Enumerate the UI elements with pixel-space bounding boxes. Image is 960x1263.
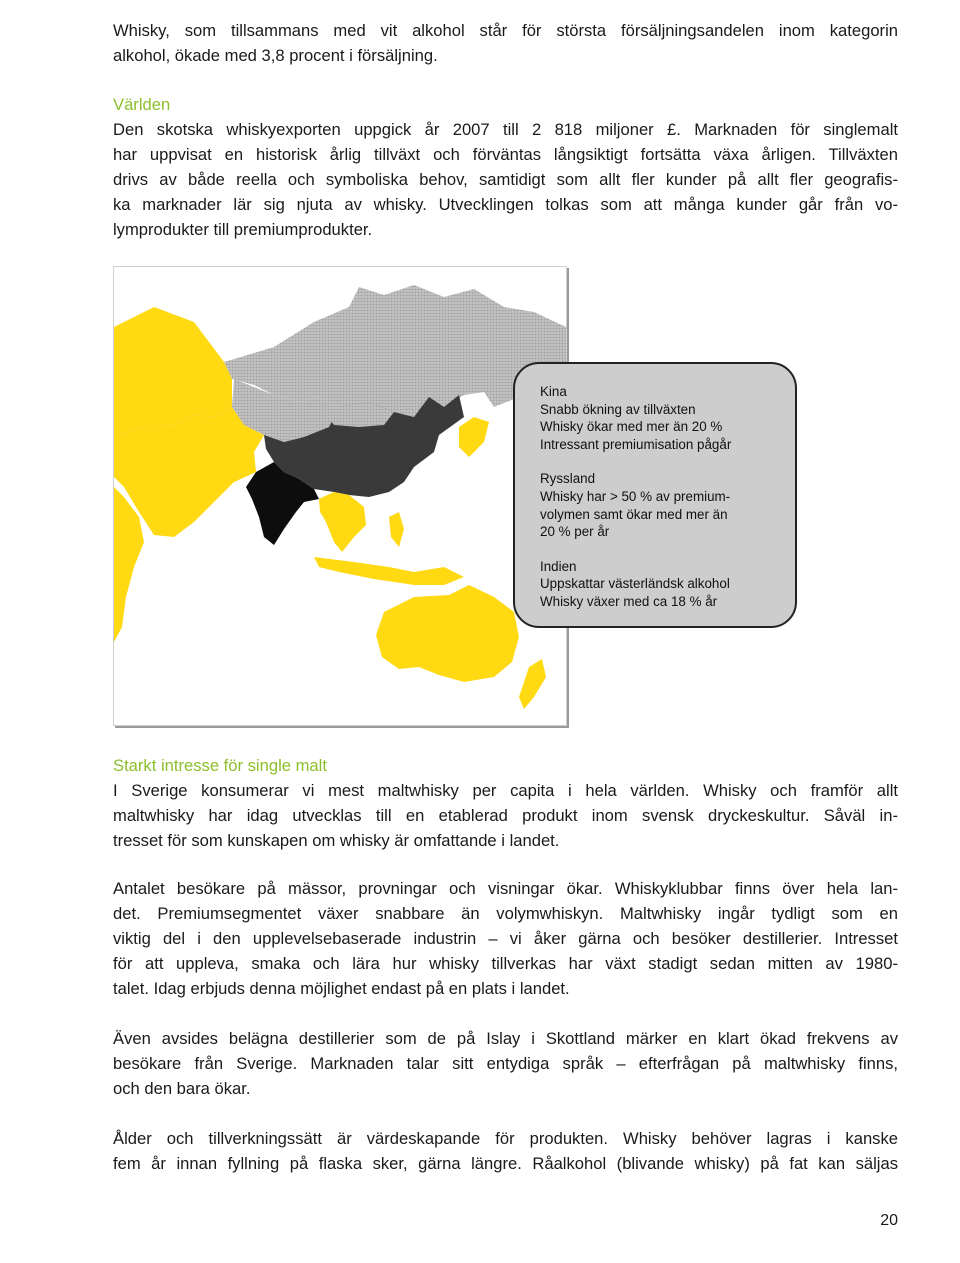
- intro-paragraph: [113, 18, 898, 68]
- remote-distilleries-paragraph: [113, 1026, 898, 1101]
- text-line: ka marknader lär sig njuta av whisky. Utvecklingen tolkas som att många kunder går från vo-: [113, 195, 898, 214]
- callout-line: Snabb ökning av tillväxten: [540, 401, 696, 417]
- text-line: det. Premiumsegmentet växer snabbare än volymwhiskyn. Maltwhisky ingår tydligt som en: [113, 904, 898, 923]
- text-line: besökare från Sverige. Marknaden talar sitt entydiga språk – efterfrågan på maltwhisky finns,: [113, 1054, 898, 1073]
- text-line: för att uppleva, smaka och lära hur whisky tillverkas har växt stadigt sedan mitten av 1980-: [113, 954, 898, 973]
- map-graphic: [114, 267, 566, 725]
- text-line: alkohol, ökade med 3,8 procent i försäljning.: [113, 46, 438, 65]
- text-line: har uppvisat en historisk årlig tillväxt och förväntas långsiktigt fortsätta växa årligen. Tillväxten: [113, 145, 898, 164]
- text-line: drivs av både reella och symboliska behov, samtidigt som allt fler kunder på allt fler geografis-: [113, 170, 898, 189]
- section-heading-world: Världen: [113, 95, 171, 114]
- callout-line: Indien: [540, 558, 577, 574]
- text-line: tresset för som kunskapen om whisky är omfattande i landet.: [113, 831, 560, 850]
- text-line: talet. Idag erbjuds denna möjlighet endast på en plats i landet.: [113, 979, 570, 998]
- callout-group-india: [540, 558, 779, 611]
- text-line: fem år innan fyllning på flaska sker, gärna längre. Råalkohol (blivande whisky) på fat kan säljas: [113, 1154, 898, 1173]
- page-number: 20: [880, 1212, 898, 1229]
- text-line: I Sverige konsumerar vi mest maltwhisky per capita i hela världen. Whisky och framför allt: [113, 781, 898, 800]
- callout-line: Uppskattar västerländsk alkohol: [540, 576, 730, 592]
- world-section: [113, 92, 898, 242]
- callout-group-china: [540, 383, 779, 453]
- callout-line: Intressant premiumisation pågår: [540, 436, 732, 452]
- callout-line: volymen samt ökar med mer än: [540, 506, 728, 522]
- text-line: Den skotska whiskyexporten uppgick år 2007 till 2 818 miljoner £. Marknaden för singlemalt: [113, 120, 898, 139]
- callout-group-russia: [540, 470, 779, 540]
- callout-line: Ryssland: [540, 471, 596, 487]
- text-line: Antalet besökare på mässor, provningar och visningar ökar. Whiskyklubbar finns över hela lan-: [113, 879, 898, 898]
- asia-market-map: [113, 266, 567, 726]
- age-paragraph: [113, 1126, 898, 1176]
- callout-line: 20 % per år: [540, 524, 610, 540]
- callout-line: Whisky växer med ca 18 % år: [540, 593, 718, 609]
- text-line: maltwhisky har idag utvecklas till en etablerad produkt inom svensk dryckeskultur. Såväl in-: [113, 806, 898, 825]
- text-line: viktig del i den upplevelsebaserade industrin – vi åker gärna och besöker destillerier. Intresset: [113, 929, 898, 948]
- text-line: Även avsides belägna destillerier som de på Islay i Skottland märker en klart ökad frekvens av: [113, 1029, 898, 1048]
- text-line: Whisky, som tillsammans med vit alkohol står för största försäljningsandelen inom kategorin: [113, 21, 898, 40]
- text-line: och den bara ökar.: [113, 1079, 251, 1098]
- market-callout-box: [513, 362, 797, 628]
- section-heading-single-malt: Starkt intresse för single malt: [113, 756, 327, 775]
- callout-line: Whisky har > 50 % av premium-: [540, 488, 731, 504]
- text-line: lymprodukter till premiumprodukter.: [113, 220, 373, 239]
- visitors-paragraph: [113, 876, 898, 1001]
- single-malt-section: [113, 753, 898, 853]
- callout-line: Whisky ökar med mer än 20 %: [540, 419, 723, 435]
- callout-line: Kina: [540, 384, 567, 399]
- text-line: Ålder och tillverkningssätt är värdeskapande för produkten. Whisky behöver lagras i kanske: [113, 1129, 898, 1148]
